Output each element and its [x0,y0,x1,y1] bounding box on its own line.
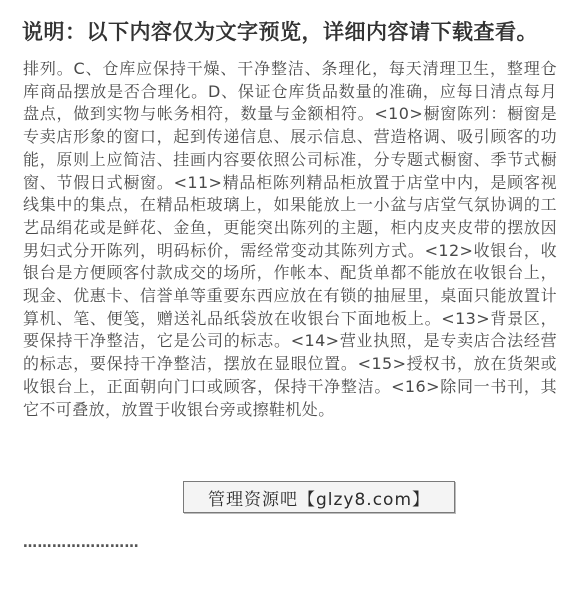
document-body-text: 排列。C、仓库应保持干燥、干净整洁、条理化，每天清理卫生，整理仓库商品摆放是否合理化。D、保证仓库货品数量的准确，应每日清点每月盘点，做到实物与帐务相符，数量与金额相符。<10>橱窗陈列：橱窗是专卖店形象的窗口，起到传递信息、展示信息、营造格调、吸引顾客的功能，原则上应简洁、挂画内容要依照公司标准，分专题式橱窗、季节式橱窗、节假日式橱窗。<11>精品柜陈列精品柜放置于店堂中内，是顾客视线集中的集点，在精品柜玻璃上，如果能放上一小盆与店堂气氛协调的工艺品绢花或是鲜花、金鱼，更能突出陈列的主题，柜内皮夹皮带的摆放因男妇式分开陈列，明码标价，需经常变动其陈列方式。<12>收银台，收银台是方便顾客付款成交的场所，作帐本、配货单都不能放在收银台上，现金、优惠卡、信誉单等重要东西应放在有锁的抽屉里，桌面只能放置计算机、笔、便笺，赠送礼品纸袋放在收银台下面地板上。<13>背景区，要保持干净整洁，它是公司的标志。<14>营业执照，是专卖店合法经营的标志，要保持干净整洁，摆放在显眼位置。<15>授权书，放在货架或收银台上，正面朝向门口或顾客，保持干净整洁。<16>除同一书刊，其它不可叠放，放置于收银台旁或擦鞋机处。 [23,59,557,419]
site-watermark-badge: 管理资源吧【glzy8.com】 [183,481,455,513]
preview-notice: 说明：以下内容仅为文字预览，详细内容请下载查看。 [22,20,538,44]
truncation-ellipsis: …………………… [23,535,139,551]
